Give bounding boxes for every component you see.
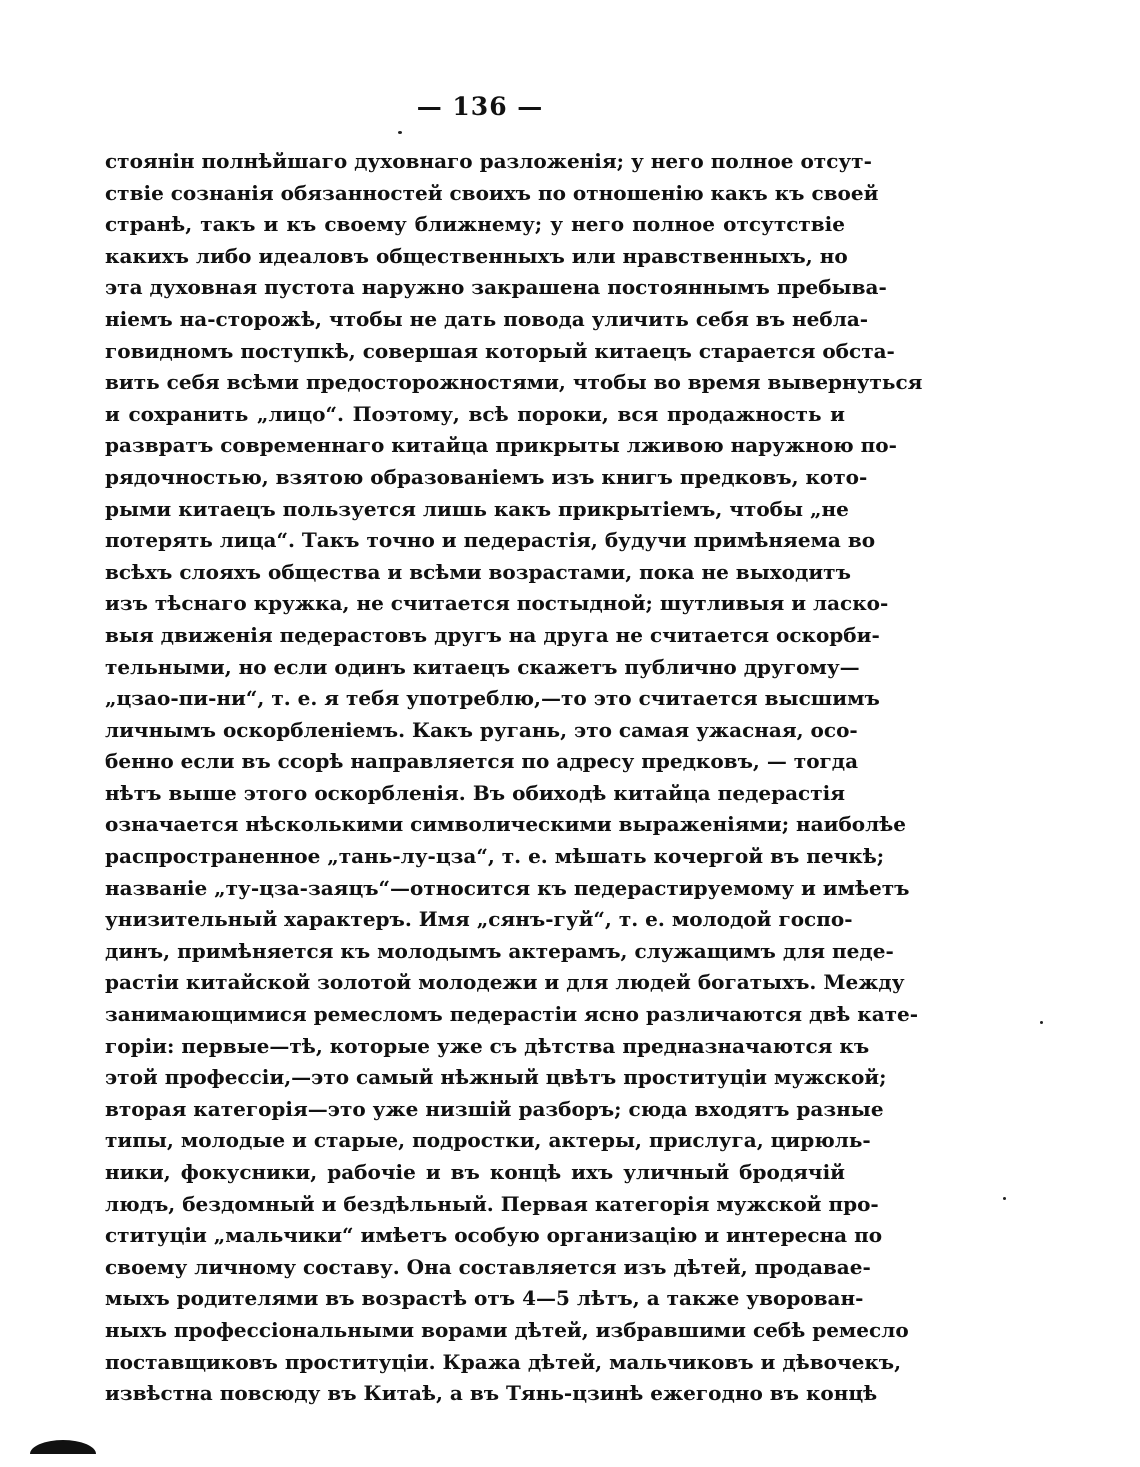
text-line: „цзао-пи-ни“, т. е. я тебя употреблю,—то это считается высшимъ xyxy=(105,686,880,711)
text-line: ституціи „мальчики“ имѣетъ особую организацію и интересна по xyxy=(105,1223,883,1248)
text-line: рядочностью, взятою образованіемъ изъ книгъ предковъ, кото- xyxy=(105,464,868,489)
text-line: странѣ, такъ и къ своему ближнему; у него полное отсутствіе xyxy=(105,212,845,237)
text-line: личнымъ оскорбленіемъ. Какъ ругань, это самая ужасная, осо- xyxy=(105,717,858,742)
text-line: потерять лица“. Такъ точно и педерастія, будучи примѣняема во xyxy=(105,528,876,553)
text-line: названіе „ту-цза-заяцъ“—относится къ педерастируемому и имѣетъ xyxy=(105,875,910,900)
text-line: типы, молодые и старые, подростки, актеры, прислуга, цирюль- xyxy=(105,1128,871,1153)
text-line: бенно если въ ссорѣ направляется по адресу предковъ, — тогда xyxy=(105,749,859,774)
text-line: извѣстна повсюду въ Китаѣ, а въ Тянь-цзинѣ ежегодно въ концѣ xyxy=(105,1381,878,1406)
scan-edge-mark xyxy=(30,1440,96,1454)
text-line: своему личному составу. Она составляется изъ дѣтей, продавае- xyxy=(105,1254,871,1279)
page-number: — 136 — xyxy=(416,92,544,121)
text-line: мыхъ родителями въ возрастѣ отъ 4—5 лѣтъ, а также уворован- xyxy=(105,1286,864,1311)
text-line: изъ тѣснаго кружка, не считается постыдной; шутливыя и ласко- xyxy=(105,591,889,616)
text-line: ніемъ на-сторожѣ, чтобы не дать повода уличить себя въ небла- xyxy=(105,306,869,331)
scan-speck xyxy=(1003,1197,1006,1200)
text-line: нѣтъ выше этого оскорбленія. Въ обиходѣ китайца педерастія xyxy=(105,780,845,805)
text-line: стоянін полнѣйшаго духовнаго разложенія; у него полное отсут- xyxy=(105,149,872,173)
text-line: вить себя всѣми предосторожностями, чтобы во время вывернуться xyxy=(105,370,923,395)
text-line: вторая категорія—это уже низшій разборъ; сюда входятъ разные xyxy=(105,1096,884,1121)
text-line: унизительный характеръ. Имя „сянъ-гуй“, т. е. молодой госпо- xyxy=(105,907,853,932)
text-line: этой профессіи,—это самый нѣжный цвѣтъ проституціи мужской; xyxy=(105,1065,887,1090)
text-line: динъ, примѣняется къ молодымъ актерамъ, служащимъ для педе- xyxy=(105,938,894,963)
text-line: людъ, бездомный и бездѣльный. Первая категорія мужской про- xyxy=(105,1191,879,1216)
text-line: рыми китаецъ пользуется лишь какъ прикрытіемъ, чтобы „не xyxy=(105,496,849,521)
text-line: ники, фокусники, рабочіе и въ концѣ ихъ уличный бродячій xyxy=(105,1160,845,1184)
text-line: эта духовная пустота наружно закрашена постояннымъ пребыва- xyxy=(105,275,887,300)
text-line: ствіе сознанія обязанностей своихъ по отношенію какъ къ своей xyxy=(105,180,879,205)
text-line: распространенное „тань-лу-цза“, т. е. мѣшать кочергой въ печкѣ; xyxy=(105,844,885,869)
text-line: выя движенія педерастовъ другъ на друга не считается оскорби- xyxy=(105,622,880,647)
text-line: тельными, но если одинъ китаецъ скажетъ публично другому— xyxy=(105,654,860,679)
text-line: и сохранить „лицо“. Поэтому, всѣ пороки, вся продажность и xyxy=(105,401,845,426)
text-line: какихъ либо идеаловъ общественныхъ или нравственныхъ, но xyxy=(105,243,848,268)
text-line: занимающимися ремесломъ педерастіи ясно различаются двѣ кате- xyxy=(105,1002,919,1027)
text-line: означается нѣсколькими символическими выраженіями; наиболѣе xyxy=(105,812,907,837)
text-line: всѣхъ слояхъ общества и всѣми возрастами, пока не выходитъ xyxy=(105,559,851,584)
text-line: растіи китайской золотой молодежи и для людей богатыхъ. Между xyxy=(105,970,905,995)
text-line: ныхъ профессіональными ворами дѣтей, избравшими себѣ ремесло xyxy=(105,1317,909,1342)
text-line: развратъ современнаго китайца прикрыты лживою наружною по- xyxy=(105,433,897,458)
scan-speck xyxy=(398,131,402,134)
text-line: горіи: первые—тѣ, которые уже съ дѣтства предназначаются къ xyxy=(105,1033,870,1058)
text-line: говидномъ поступкѣ, совершая который китаецъ старается обста- xyxy=(105,338,895,363)
body-text xyxy=(105,146,923,1410)
text-line: поставщиковъ проституціи. Кража дѣтей, мальчиковъ и дѣвочекъ, xyxy=(105,1349,902,1374)
scan-speck xyxy=(1040,1021,1043,1024)
